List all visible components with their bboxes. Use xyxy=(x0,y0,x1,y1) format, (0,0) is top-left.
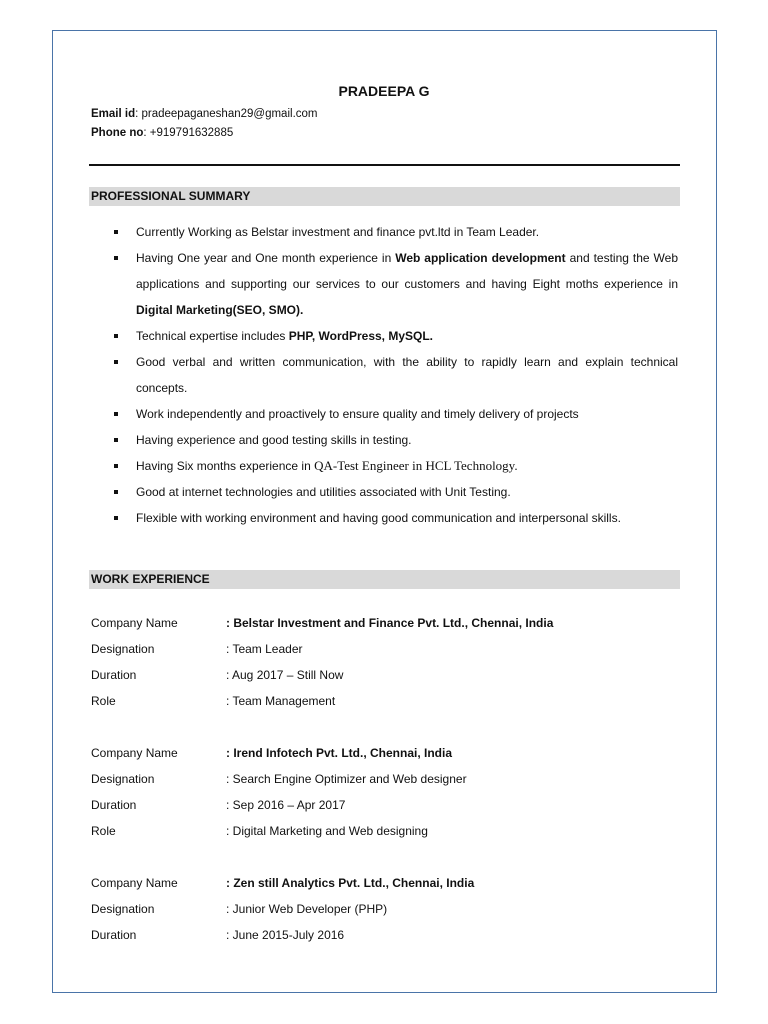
phone-value: : +919791632885 xyxy=(143,127,234,139)
section-work-experience: WORK EXPERIENCE xyxy=(89,570,680,589)
email-label: Email id xyxy=(91,108,136,120)
divider xyxy=(89,164,680,166)
list-item: Good verbal and written communication, with the ability to rapidly learn and explain technical concepts. xyxy=(136,349,678,401)
list-item: Good at internet technologies and utilities associated with Unit Testing. xyxy=(136,479,678,505)
list-item: Having Six months experience in QA-Test Engineer in HCL Technology. xyxy=(136,453,678,479)
list-item: Having experience and good testing skills in testing. xyxy=(136,427,678,453)
email-line xyxy=(91,108,318,120)
candidate-name: PRADEEPA G xyxy=(338,83,430,99)
list-item: Currently Working as Belstar investment and finance pvt.ltd in Team Leader. xyxy=(136,219,678,245)
summary-list xyxy=(136,219,678,531)
list-item: Having One year and One month experience in Web application development and testing the Web applications and supporting our services to our customers and having Eight moths experience in Digital Marketing(SEO, SMO). xyxy=(136,245,678,323)
phone-label: Phone no xyxy=(91,127,144,139)
list-item: Work independently and proactively to ensure quality and timely delivery of projects xyxy=(136,401,678,427)
phone-line xyxy=(91,127,233,139)
section-professional-summary: PROFESSIONAL SUMMARY xyxy=(89,187,680,206)
list-item: Flexible with working environment and having good communication and interpersonal skills. xyxy=(136,505,678,531)
email-value: : pradeepaganeshan29@gmail.com xyxy=(135,108,318,120)
list-item: Technical expertise includes PHP, WordPress, MySQL. xyxy=(136,323,678,349)
